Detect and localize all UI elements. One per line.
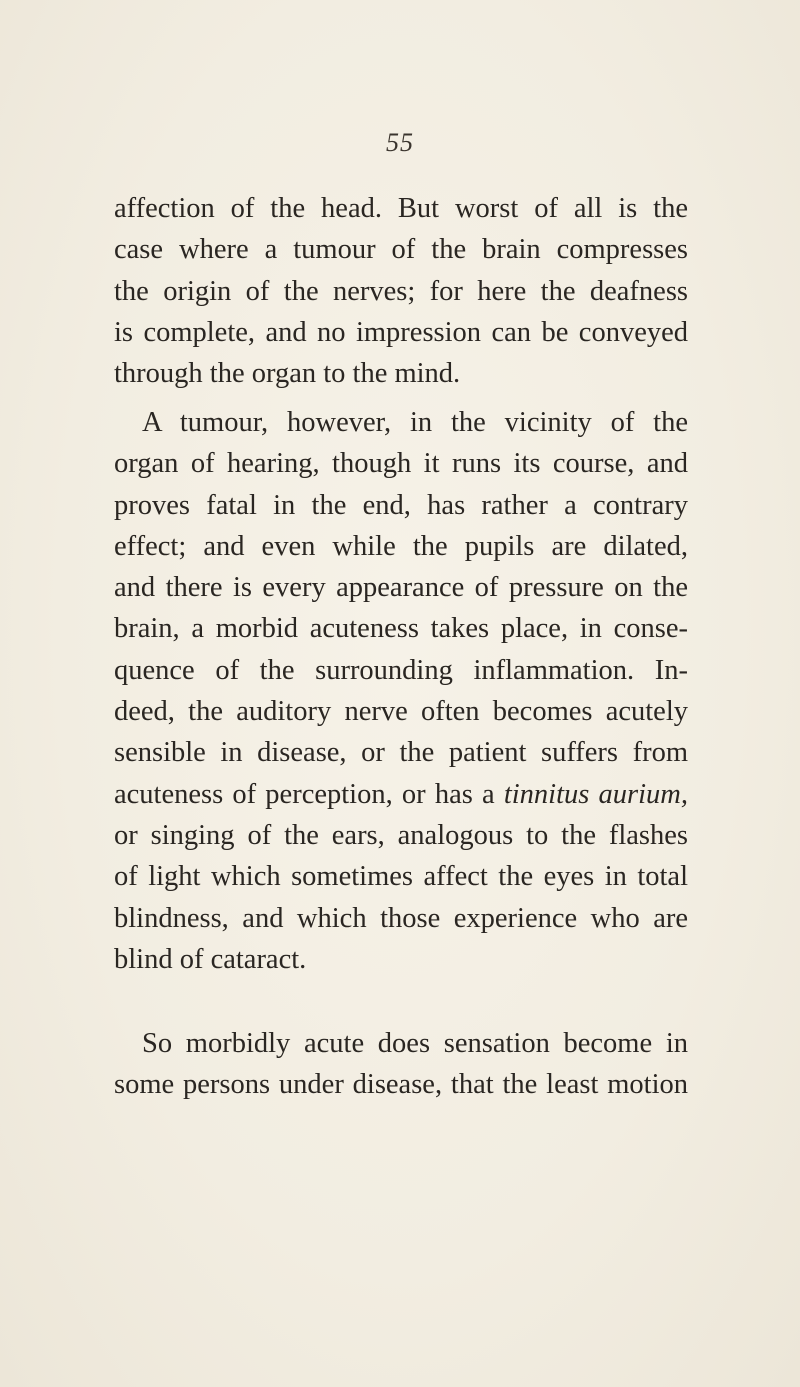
paragraph-1 <box>114 188 688 394</box>
text-segment: acuteness of perception, or has a <box>114 778 504 810</box>
text-line: sensible in disease, or the patient suffers from <box>114 737 688 769</box>
text-line: blind of cataract. <box>114 943 307 975</box>
text-line: So morbidly acute does sensation become in <box>142 1028 688 1059</box>
text-line: affection of the head. But worst of all is the <box>114 193 688 224</box>
italic-phrase: tinnitus aurium, <box>503 778 688 810</box>
text-line: the origin of the nerves; for here the deafness <box>114 275 688 307</box>
text-line: and there is every appearance of pressure on the <box>114 572 688 604</box>
text-line: organ of hearing, though it runs its course, and <box>114 448 688 480</box>
text-line: brain, a morbid acuteness takes place, in conse- <box>114 613 688 645</box>
paragraph-3 <box>114 1023 688 1106</box>
text-line: some persons under disease, that the least motion <box>114 1069 688 1101</box>
text-line: A tumour, however, in the vicinity of the <box>142 407 688 438</box>
text-line: proves fatal in the end, has rather a contrary <box>114 489 688 521</box>
text-line-with-italic <box>114 774 688 815</box>
text-line: blindness, and which those experience who are <box>114 902 688 934</box>
text-line: of light which sometimes affect the eyes in total <box>114 861 688 893</box>
text-line: is complete, and no impression can be conveyed <box>114 316 688 348</box>
text-line: deed, the auditory nerve often becomes acutely <box>114 696 688 728</box>
text-line: through the organ to the mind. <box>114 358 461 390</box>
page-number: 55 <box>386 128 414 157</box>
paragraph-2 <box>114 402 688 980</box>
text-line: effect; and even while the pupils are dilated, <box>114 530 688 562</box>
text-line: case where a tumour of the brain compresses <box>114 234 688 266</box>
text-line: quence of the surrounding inflammation. In- <box>114 654 688 686</box>
text-line: or singing of the ears, analogous to the flashes <box>114 819 688 851</box>
